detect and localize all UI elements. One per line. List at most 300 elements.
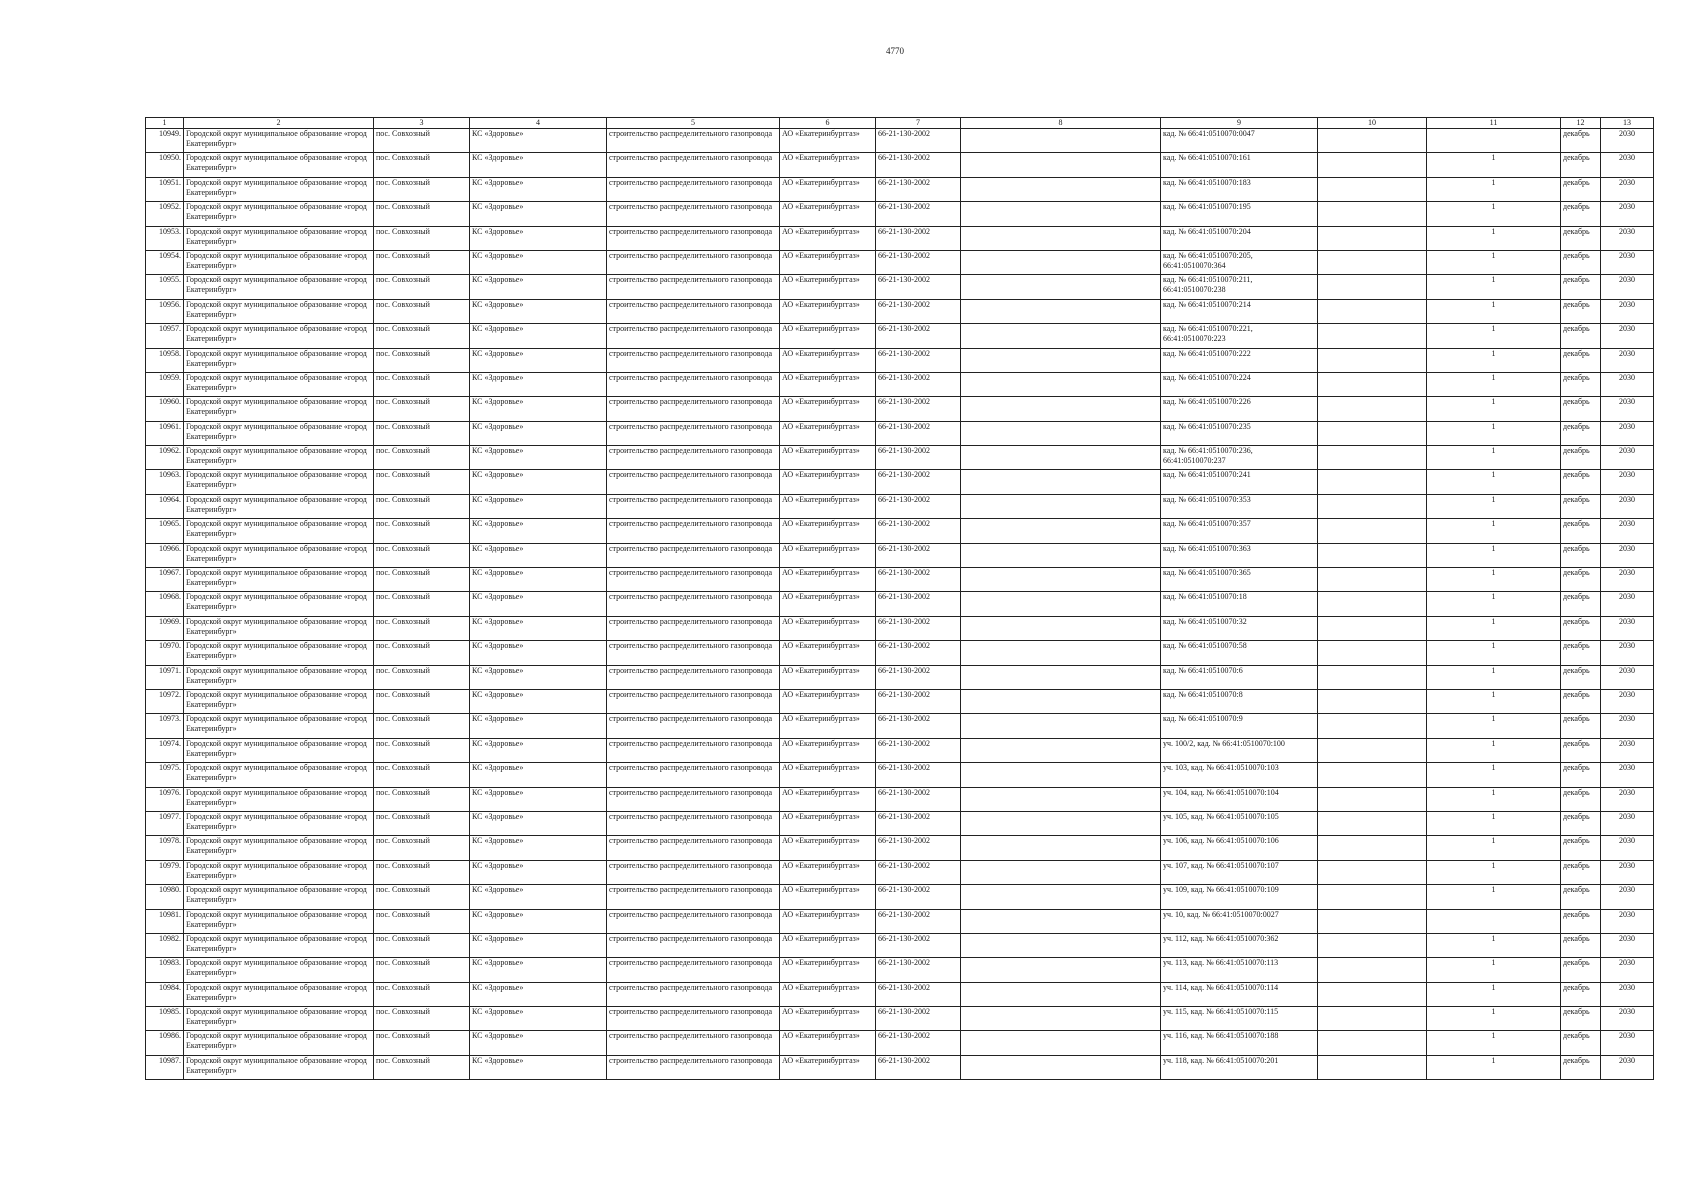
code-cell: 66-21-130-2002 <box>876 933 961 957</box>
column-10-cell <box>1318 543 1427 567</box>
table-row <box>146 177 1654 201</box>
column-header-7: 7 <box>876 118 961 129</box>
month-cell: декабрь <box>1561 836 1601 860</box>
table-row <box>146 1007 1654 1031</box>
month-cell: декабрь <box>1561 568 1601 592</box>
month-cell: декабрь <box>1561 933 1601 957</box>
month-cell: декабрь <box>1561 177 1601 201</box>
column-header-8: 8 <box>961 118 1161 129</box>
organization-cell: АО «Екатеринбурггаз» <box>780 397 876 421</box>
column-10-cell <box>1318 250 1427 274</box>
object-cell: КС «Здоровье» <box>470 860 607 884</box>
column-10-cell <box>1318 958 1427 982</box>
quantity-cell: 1 <box>1427 933 1561 957</box>
organization-cell: АО «Екатеринбурггаз» <box>780 665 876 689</box>
table-row <box>146 519 1654 543</box>
organization-cell: АО «Екатеринбурггаз» <box>780 421 876 445</box>
object-cell: КС «Здоровье» <box>470 665 607 689</box>
table-row <box>146 860 1654 884</box>
work-cell: строительство распределительного газопровода <box>607 299 780 323</box>
table-row <box>146 324 1654 348</box>
quantity-cell: 1 <box>1427 1007 1561 1031</box>
month-cell: декабрь <box>1561 226 1601 250</box>
quantity-cell: 1 <box>1427 641 1561 665</box>
year-cell: 2030 <box>1601 470 1654 494</box>
column-10-cell <box>1318 787 1427 811</box>
column-header-13: 13 <box>1601 118 1654 129</box>
row-number: 10987. <box>146 1055 184 1079</box>
year-cell: 2030 <box>1601 226 1654 250</box>
year-cell: 2030 <box>1601 1031 1654 1055</box>
year-cell: 2030 <box>1601 738 1654 762</box>
organization-cell: АО «Екатеринбурггаз» <box>780 787 876 811</box>
month-cell: декабрь <box>1561 1055 1601 1079</box>
quantity-cell: 1 <box>1427 446 1561 470</box>
object-cell: КС «Здоровье» <box>470 714 607 738</box>
month-cell: декабрь <box>1561 860 1601 884</box>
column-10-cell <box>1318 470 1427 494</box>
work-cell: строительство распределительного газопровода <box>607 372 780 396</box>
work-cell: строительство распределительного газопровода <box>607 738 780 762</box>
object-cell: КС «Здоровье» <box>470 592 607 616</box>
organization-cell: АО «Екатеринбурггаз» <box>780 226 876 250</box>
work-cell: строительство распределительного газопровода <box>607 568 780 592</box>
column-8-cell <box>961 250 1161 274</box>
column-10-cell <box>1318 738 1427 762</box>
column-10-cell <box>1318 324 1427 348</box>
column-10-cell <box>1318 202 1427 226</box>
month-cell: декабрь <box>1561 689 1601 713</box>
month-cell: декабрь <box>1561 421 1601 445</box>
table-row <box>146 836 1654 860</box>
organization-cell: АО «Екатеринбурггаз» <box>780 275 876 299</box>
object-cell: КС «Здоровье» <box>470 275 607 299</box>
object-cell: КС «Здоровье» <box>470 153 607 177</box>
row-number: 10956. <box>146 299 184 323</box>
organization-cell: АО «Екатеринбурггаз» <box>780 177 876 201</box>
cadastral-cell: кад. № 66:41:0510070:363 <box>1161 543 1318 567</box>
quantity-cell: 1 <box>1427 202 1561 226</box>
row-number: 10959. <box>146 372 184 396</box>
municipality-cell: Городской округ муниципальное образование «город Екатеринбург» <box>184 494 374 518</box>
municipality-cell: Городской округ муниципальное образование «город Екатеринбург» <box>184 689 374 713</box>
municipality-cell: Городской округ муниципальное образование «город Екатеринбург» <box>184 324 374 348</box>
code-cell: 66-21-130-2002 <box>876 616 961 640</box>
month-cell: декабрь <box>1561 153 1601 177</box>
month-cell: декабрь <box>1561 202 1601 226</box>
cadastral-cell: кад. № 66:41:0510070:183 <box>1161 177 1318 201</box>
organization-cell: АО «Екатеринбурггаз» <box>780 470 876 494</box>
code-cell: 66-21-130-2002 <box>876 250 961 274</box>
quantity-cell: 1 <box>1427 665 1561 689</box>
work-cell: строительство распределительного газопровода <box>607 714 780 738</box>
table-row <box>146 665 1654 689</box>
settlement-cell: пос. Совхозный <box>374 519 470 543</box>
table-row <box>146 958 1654 982</box>
cadastral-cell: кад. № 66:41:0510070:18 <box>1161 592 1318 616</box>
cadastral-cell: уч. 106, кад. № 66:41:0510070:106 <box>1161 836 1318 860</box>
municipality-cell: Городской округ муниципальное образование «город Екатеринбург» <box>184 811 374 835</box>
column-8-cell <box>961 397 1161 421</box>
municipality-cell: Городской округ муниципальное образование «город Екатеринбург» <box>184 446 374 470</box>
code-cell: 66-21-130-2002 <box>876 1031 961 1055</box>
column-8-cell <box>961 860 1161 884</box>
year-cell: 2030 <box>1601 568 1654 592</box>
object-cell: КС «Здоровье» <box>470 202 607 226</box>
settlement-cell: пос. Совхозный <box>374 202 470 226</box>
work-cell: строительство распределительного газопровода <box>607 275 780 299</box>
cadastral-cell: кад. № 66:41:0510070:226 <box>1161 397 1318 421</box>
work-cell: строительство распределительного газопровода <box>607 446 780 470</box>
column-8-cell <box>961 568 1161 592</box>
month-cell: декабрь <box>1561 665 1601 689</box>
month-cell: декабрь <box>1561 275 1601 299</box>
quantity-cell: 1 <box>1427 958 1561 982</box>
work-cell: строительство распределительного газопровода <box>607 421 780 445</box>
month-cell: декабрь <box>1561 519 1601 543</box>
settlement-cell: пос. Совхозный <box>374 568 470 592</box>
table-row <box>146 811 1654 835</box>
object-cell: КС «Здоровье» <box>470 885 607 909</box>
column-8-cell <box>961 738 1161 762</box>
column-10-cell <box>1318 689 1427 713</box>
object-cell: КС «Здоровье» <box>470 470 607 494</box>
row-number: 10970. <box>146 641 184 665</box>
cadastral-cell: кад. № 66:41:0510070:9 <box>1161 714 1318 738</box>
organization-cell: АО «Екатеринбурггаз» <box>780 933 876 957</box>
work-cell: строительство распределительного газопровода <box>607 129 780 153</box>
settlement-cell: пос. Совхозный <box>374 738 470 762</box>
cadastral-cell: уч. 105, кад. № 66:41:0510070:105 <box>1161 811 1318 835</box>
quantity-cell: 1 <box>1427 250 1561 274</box>
month-cell: декабрь <box>1561 250 1601 274</box>
organization-cell: АО «Екатеринбурггаз» <box>780 446 876 470</box>
municipality-cell: Городской округ муниципальное образование «город Екатеринбург» <box>184 1031 374 1055</box>
year-cell: 2030 <box>1601 519 1654 543</box>
column-10-cell <box>1318 519 1427 543</box>
object-cell: КС «Здоровье» <box>470 397 607 421</box>
municipality-cell: Городской округ муниципальное образование «город Екатеринбург» <box>184 1055 374 1079</box>
year-cell: 2030 <box>1601 836 1654 860</box>
column-8-cell <box>961 933 1161 957</box>
municipality-cell: Городской округ муниципальное образование «город Екатеринбург» <box>184 1007 374 1031</box>
column-8-cell <box>961 299 1161 323</box>
column-8-cell <box>961 519 1161 543</box>
column-header-1: 1 <box>146 118 184 129</box>
table-row <box>146 1055 1654 1079</box>
row-number: 10954. <box>146 250 184 274</box>
municipality-cell: Городской округ муниципальное образование «город Екатеринбург» <box>184 153 374 177</box>
row-number: 10986. <box>146 1031 184 1055</box>
row-number: 10953. <box>146 226 184 250</box>
work-cell: строительство распределительного газопровода <box>607 324 780 348</box>
table-row <box>146 129 1654 153</box>
cadastral-cell: кад. № 66:41:0510070:211, 66:41:0510070:238 <box>1161 275 1318 299</box>
year-cell: 2030 <box>1601 714 1654 738</box>
table-row <box>146 275 1654 299</box>
quantity-cell: 1 <box>1427 226 1561 250</box>
code-cell: 66-21-130-2002 <box>876 543 961 567</box>
column-10-cell <box>1318 226 1427 250</box>
register-table <box>145 117 1654 1080</box>
column-8-cell <box>961 714 1161 738</box>
municipality-cell: Городской округ муниципальное образование «город Екатеринбург» <box>184 397 374 421</box>
work-cell: строительство распределительного газопровода <box>607 226 780 250</box>
column-10-cell <box>1318 568 1427 592</box>
municipality-cell: Городской округ муниципальное образование «город Екатеринбург» <box>184 226 374 250</box>
column-8-cell <box>961 421 1161 445</box>
column-header-12: 12 <box>1561 118 1601 129</box>
object-cell: КС «Здоровье» <box>470 787 607 811</box>
code-cell: 66-21-130-2002 <box>876 177 961 201</box>
column-8-cell <box>961 909 1161 933</box>
column-8-cell <box>961 226 1161 250</box>
settlement-cell: пос. Совхозный <box>374 616 470 640</box>
table-row <box>146 470 1654 494</box>
municipality-cell: Городской округ муниципальное образование «город Екатеринбург» <box>184 202 374 226</box>
month-cell: декабрь <box>1561 909 1601 933</box>
object-cell: КС «Здоровье» <box>470 519 607 543</box>
organization-cell: АО «Екатеринбурггаз» <box>780 885 876 909</box>
quantity-cell: 1 <box>1427 348 1561 372</box>
column-10-cell <box>1318 641 1427 665</box>
column-10-cell <box>1318 372 1427 396</box>
settlement-cell: пос. Совхозный <box>374 763 470 787</box>
column-8-cell <box>961 1007 1161 1031</box>
settlement-cell: пос. Совхозный <box>374 1031 470 1055</box>
code-cell: 66-21-130-2002 <box>876 982 961 1006</box>
settlement-cell: пос. Совхозный <box>374 1007 470 1031</box>
organization-cell: АО «Екатеринбурггаз» <box>780 836 876 860</box>
municipality-cell: Городской округ муниципальное образование «город Екатеринбург» <box>184 787 374 811</box>
quantity-cell: 1 <box>1427 592 1561 616</box>
page-number: 4770 <box>886 46 904 56</box>
month-cell: декабрь <box>1561 397 1601 421</box>
work-cell: строительство распределительного газопровода <box>607 933 780 957</box>
settlement-cell: пос. Совхозный <box>374 177 470 201</box>
quantity-cell: 1 <box>1427 519 1561 543</box>
municipality-cell: Городской округ муниципальное образование «город Екатеринбург» <box>184 372 374 396</box>
column-8-cell <box>961 494 1161 518</box>
code-cell: 66-21-130-2002 <box>876 324 961 348</box>
work-cell: строительство распределительного газопровода <box>607 665 780 689</box>
cadastral-cell: уч. 103, кад. № 66:41:0510070:103 <box>1161 763 1318 787</box>
organization-cell: АО «Екатеринбурггаз» <box>780 811 876 835</box>
year-cell: 2030 <box>1601 275 1654 299</box>
quantity-cell: 1 <box>1427 421 1561 445</box>
year-cell: 2030 <box>1601 543 1654 567</box>
work-cell: строительство распределительного газопровода <box>607 763 780 787</box>
settlement-cell: пос. Совхозный <box>374 324 470 348</box>
work-cell: строительство распределительного газопровода <box>607 689 780 713</box>
settlement-cell: пос. Совхозный <box>374 714 470 738</box>
code-cell: 66-21-130-2002 <box>876 421 961 445</box>
cadastral-cell: уч. 115, кад. № 66:41:0510070:115 <box>1161 1007 1318 1031</box>
month-cell: декабрь <box>1561 494 1601 518</box>
column-8-cell <box>961 787 1161 811</box>
table-row <box>146 982 1654 1006</box>
table-row <box>146 397 1654 421</box>
code-cell: 66-21-130-2002 <box>876 446 961 470</box>
column-header-4: 4 <box>470 118 607 129</box>
row-number: 10974. <box>146 738 184 762</box>
quantity-cell: 1 <box>1427 372 1561 396</box>
object-cell: КС «Здоровье» <box>470 1055 607 1079</box>
work-cell: строительство распределительного газопровода <box>607 1007 780 1031</box>
settlement-cell: пос. Совхозный <box>374 250 470 274</box>
column-10-cell <box>1318 933 1427 957</box>
column-8-cell <box>961 641 1161 665</box>
column-8-cell <box>961 1055 1161 1079</box>
cadastral-cell: кад. № 66:41:0510070:222 <box>1161 348 1318 372</box>
settlement-cell: пос. Совхозный <box>374 470 470 494</box>
municipality-cell: Городской округ муниципальное образование «город Екатеринбург» <box>184 982 374 1006</box>
settlement-cell: пос. Совхозный <box>374 885 470 909</box>
row-number: 10964. <box>146 494 184 518</box>
code-cell: 66-21-130-2002 <box>876 860 961 884</box>
month-cell: декабрь <box>1561 982 1601 1006</box>
column-10-cell <box>1318 275 1427 299</box>
column-8-cell <box>961 616 1161 640</box>
municipality-cell: Городской округ муниципальное образование «город Екатеринбург» <box>184 250 374 274</box>
quantity-cell: 1 <box>1427 568 1561 592</box>
row-number: 10973. <box>146 714 184 738</box>
work-cell: строительство распределительного газопровода <box>607 519 780 543</box>
code-cell: 66-21-130-2002 <box>876 958 961 982</box>
year-cell: 2030 <box>1601 933 1654 957</box>
year-cell: 2030 <box>1601 250 1654 274</box>
settlement-cell: пос. Совхозный <box>374 494 470 518</box>
municipality-cell: Городской округ муниципальное образование «город Екатеринбург» <box>184 348 374 372</box>
municipality-cell: Городской округ муниципальное образование «город Екатеринбург» <box>184 665 374 689</box>
column-8-cell <box>961 836 1161 860</box>
year-cell: 2030 <box>1601 153 1654 177</box>
column-8-cell <box>961 885 1161 909</box>
code-cell: 66-21-130-2002 <box>876 519 961 543</box>
cadastral-cell: кад. № 66:41:0510070:235 <box>1161 421 1318 445</box>
month-cell: декабрь <box>1561 787 1601 811</box>
settlement-cell: пос. Совхозный <box>374 1055 470 1079</box>
organization-cell: АО «Екатеринбурггаз» <box>780 616 876 640</box>
cadastral-cell: кад. № 66:41:0510070:161 <box>1161 153 1318 177</box>
settlement-cell: пос. Совхозный <box>374 372 470 396</box>
cadastral-cell: кад. № 66:41:0510070:214 <box>1161 299 1318 323</box>
settlement-cell: пос. Совхозный <box>374 836 470 860</box>
year-cell: 2030 <box>1601 299 1654 323</box>
quantity-cell: 1 <box>1427 836 1561 860</box>
settlement-cell: пос. Совхозный <box>374 665 470 689</box>
object-cell: КС «Здоровье» <box>470 1031 607 1055</box>
quantity-cell: 1 <box>1427 1055 1561 1079</box>
organization-cell: АО «Екатеринбурггаз» <box>780 348 876 372</box>
column-10-cell <box>1318 397 1427 421</box>
column-8-cell <box>961 177 1161 201</box>
settlement-cell: пос. Совхозный <box>374 592 470 616</box>
year-cell: 2030 <box>1601 446 1654 470</box>
object-cell: КС «Здоровье» <box>470 129 607 153</box>
quantity-cell: 1 <box>1427 738 1561 762</box>
settlement-cell: пос. Совхозный <box>374 787 470 811</box>
work-cell: строительство распределительного газопровода <box>607 543 780 567</box>
organization-cell: АО «Екатеринбурггаз» <box>780 494 876 518</box>
table-row <box>146 226 1654 250</box>
quantity-cell: 1 <box>1427 494 1561 518</box>
municipality-cell: Городской округ муниципальное образование «город Екатеринбург» <box>184 470 374 494</box>
quantity-cell: 1 <box>1427 470 1561 494</box>
object-cell: КС «Здоровье» <box>470 348 607 372</box>
quantity-cell: 1 <box>1427 275 1561 299</box>
month-cell: декабрь <box>1561 885 1601 909</box>
year-cell: 2030 <box>1601 811 1654 835</box>
table-row <box>146 153 1654 177</box>
column-10-cell <box>1318 885 1427 909</box>
row-number: 10950. <box>146 153 184 177</box>
column-8-cell <box>961 202 1161 226</box>
municipality-cell: Городской округ муниципальное образование «город Екатеринбург» <box>184 421 374 445</box>
object-cell: КС «Здоровье» <box>470 689 607 713</box>
work-cell: строительство распределительного газопровода <box>607 836 780 860</box>
table-row <box>146 909 1654 933</box>
row-number: 10957. <box>146 324 184 348</box>
settlement-cell: пос. Совхозный <box>374 299 470 323</box>
table-row <box>146 689 1654 713</box>
row-number: 10958. <box>146 348 184 372</box>
cadastral-cell: кад. № 66:41:0510070:357 <box>1161 519 1318 543</box>
header-row <box>146 118 1654 129</box>
row-number: 10955. <box>146 275 184 299</box>
organization-cell: АО «Екатеринбурггаз» <box>780 153 876 177</box>
code-cell: 66-21-130-2002 <box>876 494 961 518</box>
work-cell: строительство распределительного газопровода <box>607 250 780 274</box>
row-number: 10984. <box>146 982 184 1006</box>
column-10-cell <box>1318 129 1427 153</box>
row-number: 10985. <box>146 1007 184 1031</box>
row-number: 10980. <box>146 885 184 909</box>
code-cell: 66-21-130-2002 <box>876 470 961 494</box>
column-10-cell <box>1318 714 1427 738</box>
code-cell: 66-21-130-2002 <box>876 763 961 787</box>
cadastral-cell: уч. 116, кад. № 66:41:0510070:188 <box>1161 1031 1318 1055</box>
row-number: 10967. <box>146 568 184 592</box>
organization-cell: АО «Екатеринбурггаз» <box>780 129 876 153</box>
month-cell: декабрь <box>1561 763 1601 787</box>
column-header-9: 9 <box>1161 118 1318 129</box>
settlement-cell: пос. Совхозный <box>374 421 470 445</box>
column-10-cell <box>1318 348 1427 372</box>
organization-cell: АО «Екатеринбурггаз» <box>780 738 876 762</box>
settlement-cell: пос. Совхозный <box>374 860 470 884</box>
row-number: 10968. <box>146 592 184 616</box>
code-cell: 66-21-130-2002 <box>876 909 961 933</box>
settlement-cell: пос. Совхозный <box>374 641 470 665</box>
month-cell: декабрь <box>1561 348 1601 372</box>
cadastral-cell: кад. № 66:41:0510070:353 <box>1161 494 1318 518</box>
table-row <box>146 787 1654 811</box>
code-cell: 66-21-130-2002 <box>876 1007 961 1031</box>
month-cell: декабрь <box>1561 446 1601 470</box>
column-10-cell <box>1318 1055 1427 1079</box>
month-cell: декабрь <box>1561 714 1601 738</box>
object-cell: КС «Здоровье» <box>470 299 607 323</box>
cadastral-cell: уч. 114, кад. № 66:41:0510070:114 <box>1161 982 1318 1006</box>
year-cell: 2030 <box>1601 372 1654 396</box>
table-row <box>146 202 1654 226</box>
quantity-cell: 1 <box>1427 324 1561 348</box>
municipality-cell: Городской округ муниципальное образование «город Екатеринбург» <box>184 738 374 762</box>
month-cell: декабрь <box>1561 299 1601 323</box>
organization-cell: АО «Екатеринбурггаз» <box>780 763 876 787</box>
code-cell: 66-21-130-2002 <box>876 1055 961 1079</box>
